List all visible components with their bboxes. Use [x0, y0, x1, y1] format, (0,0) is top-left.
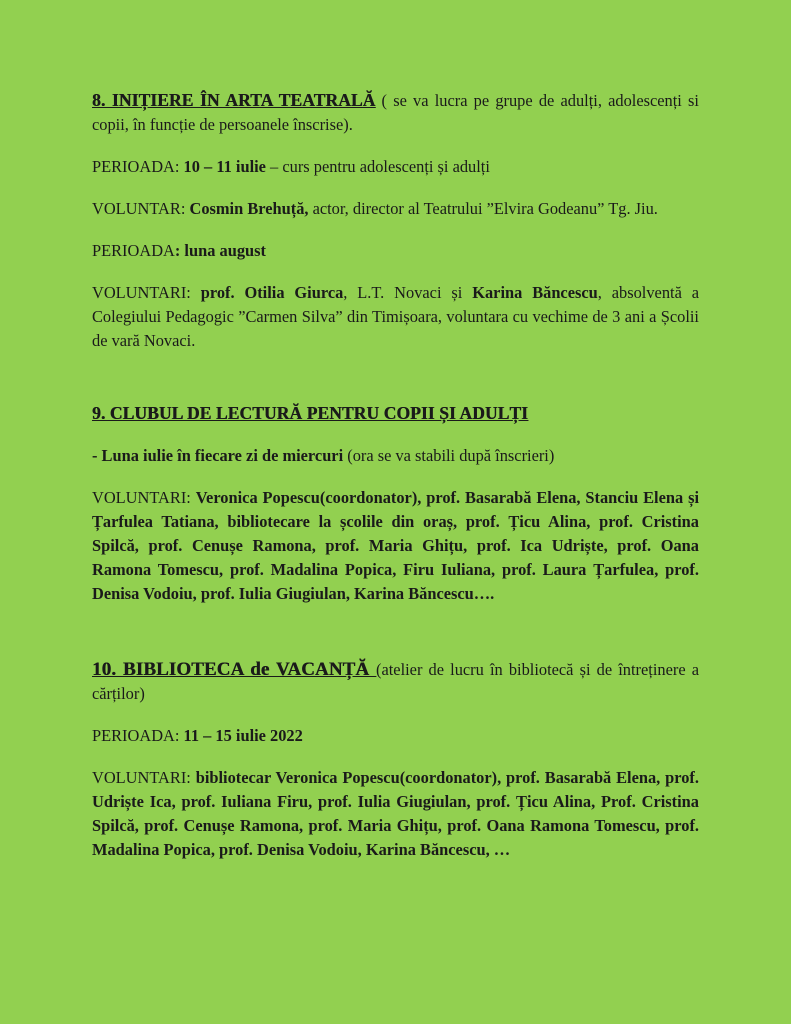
schedule-note: (ora se va stabili după înscrieri) — [343, 446, 555, 465]
section-10-heading: 10. BIBLIOTECA de VACANȚĂ — [92, 659, 377, 680]
section-8-heading: 8. INIȚIERE ÎN ARTA TEATRALĂ — [92, 90, 376, 110]
volunteer-names: bibliotecar Veronica Popescu(coordonator), prof. Basarabă Elena, prof. Udriște Ica, prof. Iuliana Firu, prof. Iulia Giugiulan, prof. Țicu Alina, Prof. Cristina Spilcă, prof. Cenușe Ramona, prof. Maria Ghițu, prof. Oana Ramona Tomescu, prof. Madalina Popica, prof. Denisa Vodoiu, Karina Băncescu, … — [92, 768, 699, 859]
section-8 — [92, 88, 699, 353]
volunteer-name: Karina Băncescu — [472, 283, 598, 302]
section-10-period — [92, 724, 699, 748]
section-9-title — [92, 401, 699, 426]
section-8-period-2 — [92, 239, 699, 263]
section-10-volunteers — [92, 766, 699, 862]
section-8-volunteer-1 — [92, 197, 699, 221]
volunteers-label: VOLUNTARI: — [92, 488, 196, 507]
section-8-heading-note: ( se va lucra pe grupe de adulți, adolescenți si copii, în funcție de persoanele înscrise). — [92, 91, 699, 134]
period-dates: 10 – 11 iulie — [183, 157, 266, 176]
document-page — [92, 88, 699, 880]
volunteer-affiliation: , L.T. Novaci și — [343, 283, 473, 302]
section-9-volunteers — [92, 486, 699, 606]
period-dates: : luna august — [174, 241, 266, 260]
volunteer-name: Cosmin Brehuță, — [189, 199, 309, 218]
volunteer-label: VOLUNTAR: — [92, 199, 190, 218]
period-label: PERIOADA: — [92, 726, 184, 745]
section-9 — [92, 401, 699, 606]
section-10-heading-note: (atelier de lucru în bibliotecă și de întreținere a cărților) — [92, 660, 699, 703]
section-9-schedule — [92, 444, 699, 468]
schedule-text: - Luna iulie în fiecare zi de miercuri — [92, 446, 344, 465]
volunteer-description: , absolventă a Colegiului Pedagogic ”Carmen Silva” din Timișoara, voluntara cu vechime de 3 ani a Școlii de vară Novaci. — [92, 283, 700, 350]
volunteer-name: prof. Otilia Giurca — [200, 283, 344, 302]
period-dates: 11 – 15 iulie 2022 — [183, 726, 303, 745]
volunteer-names: Veronica Popescu(coordonator), prof. Basarabă Elena, Stanciu Elena și Țarfulea Tatiana, bibliotecare la școlile din oraș, prof. Țicu Alina, prof. Cristina Spilcă, prof. Cenușe Ramona, prof. Maria Ghițu, prof. Ica Udriște, prof. Oana Ramona Tomescu, prof. Madalina Popica, Firu Iuliana, prof. Laura Țarfulea, prof. Denisa Vodoiu, prof. Iulia Giugiulan, Karina Băncescu…. — [92, 488, 699, 603]
section-8-title — [92, 88, 699, 137]
volunteers-label: VOLUNTARI: — [92, 283, 201, 302]
period-description: – curs pentru adolescenți și adulți — [265, 157, 490, 176]
volunteers-label: VOLUNTARI: — [92, 768, 196, 787]
section-9-heading: 9. CLUBUL DE LECTURĂ PENTRU COPII ȘI ADULȚI — [92, 403, 529, 423]
section-10-title — [92, 658, 699, 706]
period-label: PERIOADA: — [92, 157, 184, 176]
period-label: PERIOADA — [92, 241, 175, 260]
section-10 — [92, 658, 699, 862]
volunteer-description: actor, director al Teatrului ”Elvira Godeanu” Tg. Jiu. — [308, 199, 658, 218]
section-8-period-1 — [92, 155, 699, 179]
section-8-volunteers-2 — [92, 281, 699, 353]
